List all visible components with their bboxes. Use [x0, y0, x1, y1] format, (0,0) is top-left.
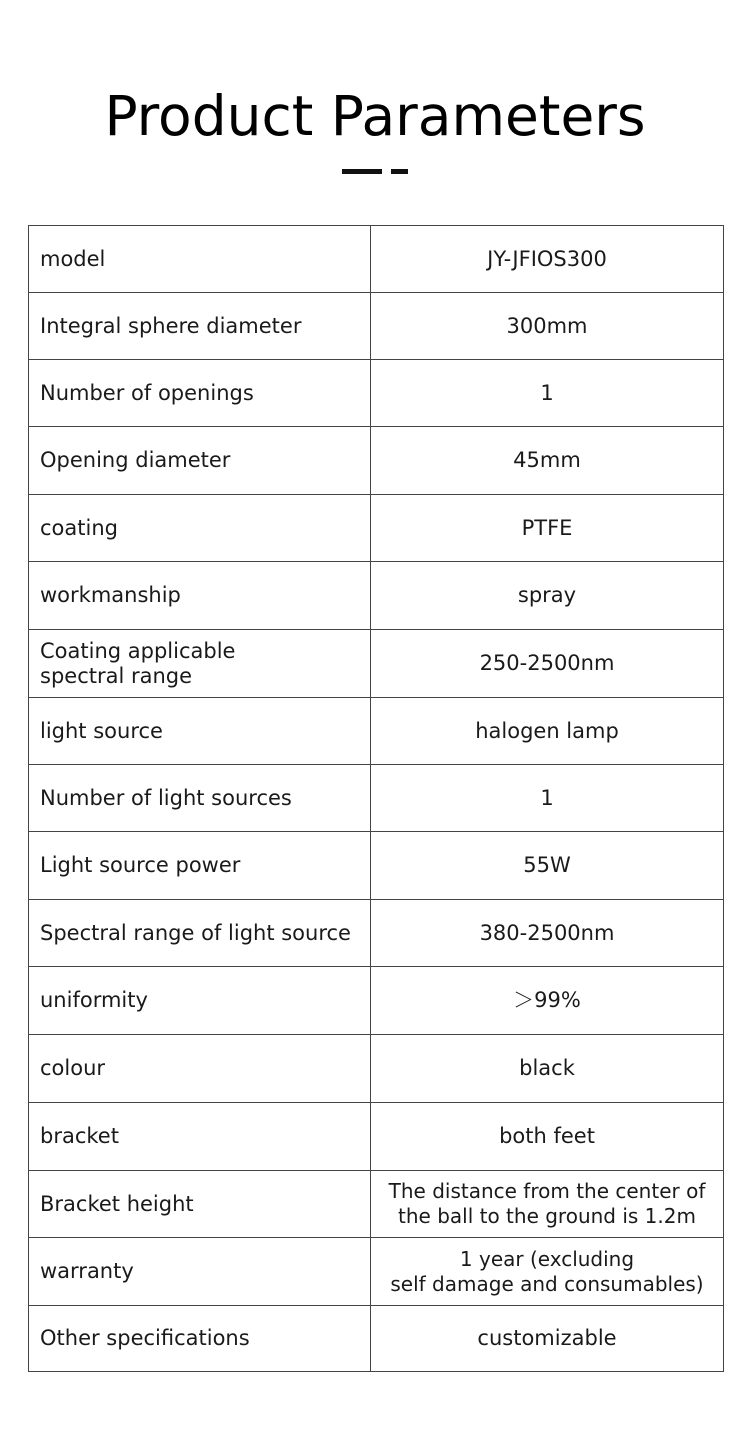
parameter-name-cell: [29, 1035, 371, 1103]
parameter-name: workmanship: [40, 583, 181, 607]
parameter-name-cell: [29, 698, 371, 765]
parameter-value-cell: [371, 1306, 724, 1372]
parameter-name: Other specifications: [40, 1326, 250, 1350]
parameter-name: coating: [40, 515, 118, 540]
parameter-value: halogen lamp: [475, 718, 619, 743]
parameters-table-body: [29, 226, 724, 1372]
table-row: [29, 360, 724, 427]
parameter-value-cell: [371, 900, 724, 967]
parameter-name-cell: [29, 1171, 371, 1238]
table-row: [29, 698, 724, 765]
table-row: [29, 562, 724, 630]
parameter-value-cell: [371, 1103, 724, 1171]
parameter-name: warranty: [40, 1259, 134, 1283]
table-row: [29, 226, 724, 293]
parameter-name: Bracket height: [40, 1191, 194, 1216]
parameter-value-cell: [371, 360, 724, 427]
title-underline-dot: [391, 169, 408, 174]
parameter-value: 45mm: [513, 448, 581, 472]
parameter-value: customizable: [477, 1326, 617, 1350]
parameter-value: 380-2500nm: [479, 920, 615, 945]
parameter-value: The distance from the center of the ball to the ground is 1.2m: [388, 1179, 706, 1228]
parameter-name-cell: [29, 1238, 371, 1306]
table-row: [29, 765, 724, 832]
table-row: [29, 1171, 724, 1238]
page-title: Product Parameters: [104, 84, 646, 148]
parameter-value: 55W: [523, 853, 571, 877]
parameter-value-cell: [371, 1035, 724, 1103]
parameter-name: Integral sphere diameter: [40, 313, 302, 338]
parameter-value-cell: [371, 630, 724, 698]
parameter-value: JY-JFIOS300: [487, 246, 607, 271]
parameter-value: black: [519, 1056, 575, 1080]
parameter-name-cell: [29, 1306, 371, 1372]
parameter-value: both feet: [499, 1124, 595, 1148]
parameter-value: 250-2500nm: [479, 651, 615, 675]
parameter-name: model: [40, 246, 106, 271]
parameter-value-cell: [371, 562, 724, 630]
parameter-value: ＞99%: [513, 988, 581, 1012]
parameter-name: light source: [40, 718, 163, 743]
parameter-name-cell: [29, 765, 371, 832]
parameter-value-cell: [371, 495, 724, 562]
parameter-name-cell: [29, 967, 371, 1035]
parameter-value: 1: [540, 785, 554, 810]
table-row: [29, 293, 724, 360]
parameter-name-cell: [29, 630, 371, 698]
parameter-name-cell: [29, 495, 371, 562]
table-row: [29, 495, 724, 562]
table-row: [29, 1238, 724, 1306]
parameter-name: bracket: [40, 1124, 119, 1148]
parameter-value-cell: [371, 967, 724, 1035]
parameters-table: [28, 225, 724, 1372]
parameter-name: Spectral range of light source: [40, 920, 351, 945]
parameter-name: Number of openings: [40, 380, 254, 405]
parameter-value: 1 year (excluding self damage and consumables): [390, 1246, 704, 1296]
parameter-value-cell: [371, 427, 724, 495]
parameter-name-cell: [29, 1103, 371, 1171]
parameter-value: PTFE: [521, 515, 573, 540]
parameter-name-cell: [29, 226, 371, 293]
parameter-name-cell: [29, 360, 371, 427]
parameter-name: Coating applicable spectral range: [40, 638, 236, 688]
parameter-name-cell: [29, 293, 371, 360]
parameter-name-cell: [29, 832, 371, 900]
parameter-value: spray: [517, 583, 577, 607]
parameter-name: Opening diameter: [40, 448, 231, 472]
parameter-value-cell: [371, 1171, 724, 1238]
table-row: [29, 1306, 724, 1372]
parameter-value-cell: [371, 1238, 724, 1306]
table-row: [29, 900, 724, 967]
title-underline-dash: [342, 169, 382, 174]
parameter-name: Light source power: [40, 853, 241, 877]
table-row: [29, 1035, 724, 1103]
table-row: [29, 1103, 724, 1171]
parameter-value-cell: [371, 293, 724, 360]
parameter-name-cell: [29, 562, 371, 630]
parameter-value-cell: [371, 832, 724, 900]
parameter-value: 1: [540, 380, 554, 405]
parameter-name: colour: [40, 1056, 106, 1080]
table-row: [29, 630, 724, 698]
parameter-value-cell: [371, 226, 724, 293]
parameter-value-cell: [371, 698, 724, 765]
parameter-name: uniformity: [40, 988, 148, 1012]
table-row: [29, 967, 724, 1035]
parameter-name-cell: [29, 900, 371, 967]
parameter-value-cell: [371, 765, 724, 832]
table-row: [29, 832, 724, 900]
table-row: [29, 427, 724, 495]
parameter-name-cell: [29, 427, 371, 495]
parameter-value: 300mm: [506, 313, 588, 338]
parameter-name: Number of light sources: [40, 785, 292, 810]
